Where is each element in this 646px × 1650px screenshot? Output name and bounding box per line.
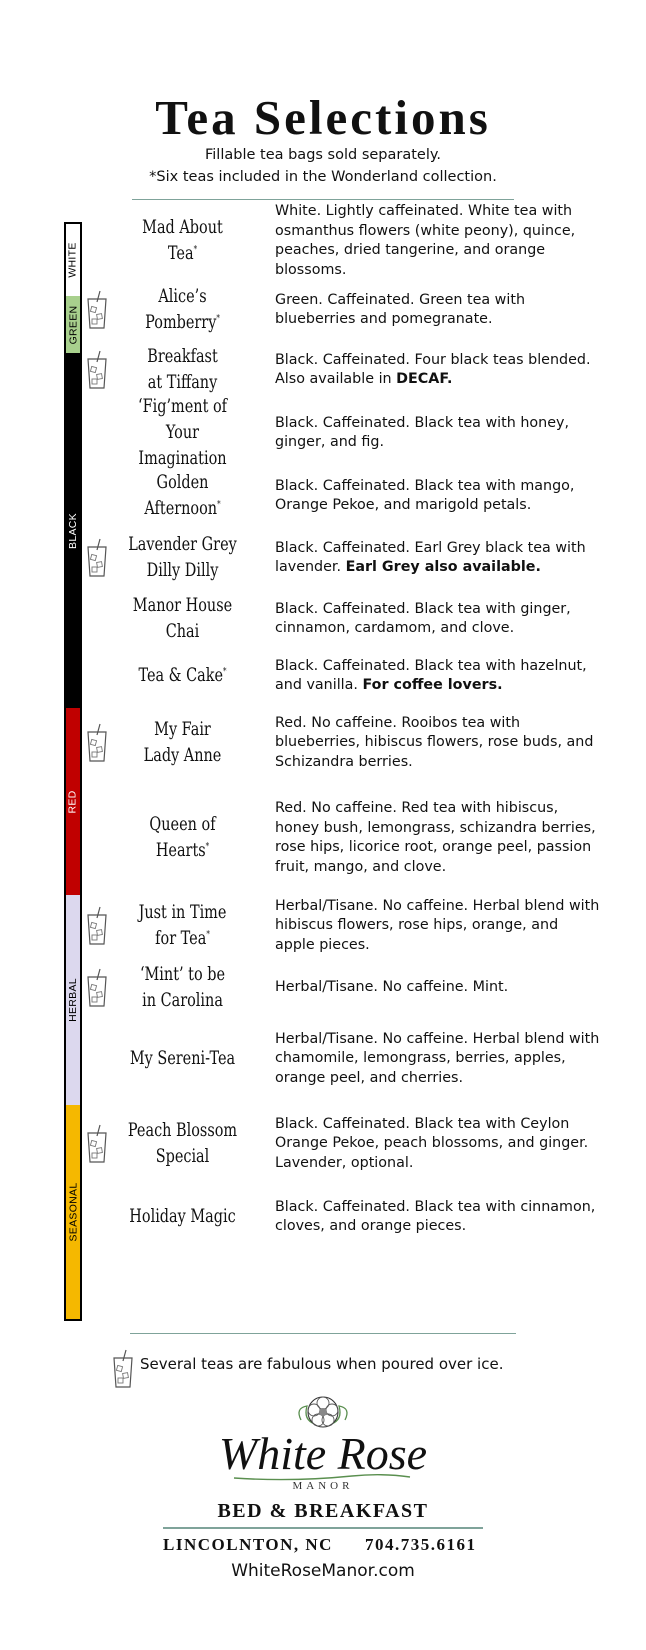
iced-tea-glass-icon bbox=[85, 968, 109, 1008]
tea-name-line: Your Imagination bbox=[138, 422, 227, 469]
tea-description: Herbal/Tisane. No caffeine. Herbal blend with hibiscus flowers, rose hips, orange, and apple pieces. bbox=[275, 897, 600, 953]
tea-name bbox=[126, 892, 239, 960]
tea-description-highlight: Earl Grey also available. bbox=[345, 559, 541, 575]
tea-name-line: Queen of Hearts* bbox=[149, 814, 216, 861]
tea-name-line: Just in Time bbox=[138, 902, 227, 923]
tea-description: Green. Caffeinated. Green tea with blueberries and pomegranate. bbox=[275, 291, 526, 327]
tea-row bbox=[0, 396, 646, 469]
website-link[interactable]: WhiteRoseManor.com bbox=[231, 1561, 415, 1581]
tea-name bbox=[126, 588, 239, 650]
tea-name bbox=[126, 205, 239, 277]
logo-divider bbox=[163, 1527, 483, 1529]
category-label: BLACK bbox=[67, 512, 79, 549]
wonderland-asterisk: * bbox=[206, 929, 210, 940]
tea-name-line: Holiday Magic bbox=[129, 1206, 236, 1227]
iced-tea-glass-icon bbox=[85, 350, 109, 390]
tea-description: Black. Caffeinated. Black tea with honey, ginger, and fig. bbox=[275, 414, 570, 450]
tea-name-line: Lady Anne bbox=[143, 745, 222, 766]
category-label: GREEN bbox=[67, 305, 79, 344]
tea-name-line: Alice’s Pomberry* bbox=[145, 286, 220, 333]
iced-tea-glass-icon bbox=[85, 1124, 109, 1164]
tea-name-line: in Carolina bbox=[142, 990, 223, 1011]
tea-row bbox=[0, 588, 646, 650]
iced-tea-glass-icon bbox=[85, 538, 109, 578]
tea-name-line: ‘Fig’ment of bbox=[138, 396, 227, 417]
tea-name-line: Manor House Chai bbox=[132, 595, 233, 642]
tea-name-line: Special bbox=[155, 1146, 210, 1167]
tea-row bbox=[0, 702, 646, 784]
tea-row bbox=[0, 282, 646, 338]
tea-description-highlight: For coffee lovers. bbox=[362, 677, 503, 693]
tea-name-line: My Sereni-Tea bbox=[129, 1048, 236, 1069]
tea-description: Black. Caffeinated. Black tea with hazelnut, and vanilla. For coffee lovers. bbox=[275, 657, 587, 693]
tea-row bbox=[0, 892, 646, 960]
wonderland-asterisk: * bbox=[216, 313, 220, 324]
tea-description: White. Lightly caffeinated. White tea with osmanthus flowers (white peony), quince, peaches, dried tangerine, and orange blossoms. bbox=[275, 203, 576, 278]
wonderland-asterisk: * bbox=[205, 841, 210, 852]
tea-name-line: Mad About Tea* bbox=[142, 217, 223, 264]
tea-name-line: Breakfast bbox=[147, 346, 218, 367]
tea-description: Red. No caffeine. Red tea with hibiscus, honey bush, lemongrass, schizandra berries, rose hips, licorice root, orange peel, passion fruit, mango, and clove. bbox=[275, 800, 596, 875]
tea-name bbox=[126, 1102, 239, 1186]
tea-name bbox=[126, 960, 239, 1016]
logo-bed-breakfast: BED & BREAKFAST bbox=[217, 1500, 429, 1522]
tea-row bbox=[0, 1016, 646, 1102]
tea-name-line: Golden Afternoon* bbox=[144, 472, 221, 519]
tea-name bbox=[126, 338, 239, 402]
tea-row bbox=[0, 784, 646, 892]
iced-tea-glass-icon bbox=[85, 290, 109, 330]
subtitle-line-2: *Six teas included in the Wonderland collection. bbox=[149, 169, 497, 185]
category-label: SEASONAL bbox=[67, 1182, 80, 1242]
tea-description: Herbal/Tisane. No caffeine. Mint. bbox=[275, 979, 509, 996]
bottom-divider bbox=[130, 1333, 516, 1334]
iced-tea-glass-icon bbox=[111, 1349, 135, 1389]
footnote-text: Several teas are fabulous when poured over ice. bbox=[140, 1355, 504, 1373]
white-rose-manor-logo bbox=[0, 1390, 646, 1590]
tea-name-line: ‘Mint’ to be bbox=[139, 964, 226, 985]
tea-description: Black. Caffeinated. Black tea with Ceylon Orange Pekoe, peach blossoms, and ginger. Lavender, optional. bbox=[275, 1115, 589, 1171]
subtitle-line-1: Fillable tea bags sold separately. bbox=[204, 147, 441, 163]
iced-tea-glass-icon bbox=[85, 723, 109, 763]
tea-row bbox=[0, 528, 646, 588]
logo-phone: 704.735.6161 bbox=[365, 1535, 477, 1554]
tea-name-line: Tea & Cake* bbox=[138, 665, 227, 686]
tea-description: Red. No caffeine. Rooibos tea with blueberries, hibiscus flowers, rose buds, and Schizandra berries. bbox=[275, 714, 594, 770]
tea-name bbox=[126, 528, 239, 588]
logo-script-text: White Rose bbox=[218, 1428, 428, 1479]
top-divider bbox=[132, 199, 514, 200]
tea-name-line: Dilly Dilly bbox=[146, 560, 219, 581]
tea-description-highlight: DECAF. bbox=[396, 371, 453, 387]
footnote bbox=[0, 1345, 646, 1389]
tea-row bbox=[0, 464, 646, 528]
tea-name-line: Peach Blossom bbox=[127, 1120, 238, 1141]
tea-description: Black. Caffeinated. Black tea with ginger, cinnamon, cardamom, and clove. bbox=[275, 600, 571, 636]
tea-name bbox=[126, 464, 239, 528]
tea-row bbox=[0, 1186, 646, 1248]
tea-name bbox=[126, 1016, 239, 1102]
tea-row bbox=[0, 1102, 646, 1186]
category-label: HERBAL bbox=[67, 978, 80, 1022]
category-label: RED bbox=[67, 789, 80, 814]
tea-description: Black. Caffeinated. Earl Grey black tea with lavender. Earl Grey also available. bbox=[275, 539, 586, 575]
tea-name bbox=[126, 396, 239, 469]
header bbox=[0, 92, 646, 188]
iced-tea-glass-icon bbox=[85, 906, 109, 946]
logo-city: LINCOLNTON, NC bbox=[163, 1535, 333, 1554]
wonderland-asterisk: * bbox=[223, 666, 227, 677]
tea-row bbox=[0, 205, 646, 277]
tea-description: Black. Caffeinated. Four black teas blended. Also available in DECAF. bbox=[275, 351, 591, 387]
tea-name bbox=[126, 702, 239, 784]
page-title: Tea Selections bbox=[155, 90, 491, 145]
tea-name-line: My Fair bbox=[154, 719, 211, 740]
tea-description: Herbal/Tisane. No caffeine. Herbal blend with chamomile, lemongrass, berries, apples, orange peel, and cherries. bbox=[275, 1030, 600, 1086]
tea-description: Black. Caffeinated. Black tea with cinnamon, cloves, and orange pieces. bbox=[275, 1198, 596, 1234]
tea-name bbox=[126, 784, 239, 892]
tea-row bbox=[0, 338, 646, 402]
tea-name-line: for Tea* bbox=[155, 928, 210, 949]
tea-description: Black. Caffeinated. Black tea with mango, Orange Pekoe, and marigold petals. bbox=[275, 477, 575, 513]
logo-manor-text: MANOR bbox=[292, 1480, 354, 1492]
tea-name bbox=[126, 282, 239, 338]
tea-row bbox=[0, 650, 646, 702]
wonderland-asterisk: * bbox=[193, 244, 198, 255]
category-label: WHITE bbox=[67, 242, 80, 278]
tea-row bbox=[0, 960, 646, 1016]
tea-name bbox=[126, 650, 239, 702]
wonderland-asterisk: * bbox=[217, 499, 221, 510]
tea-name bbox=[126, 1186, 239, 1248]
tea-name-line: Lavender Grey bbox=[128, 534, 237, 555]
tea-name-line: at Tiffany bbox=[147, 372, 218, 393]
